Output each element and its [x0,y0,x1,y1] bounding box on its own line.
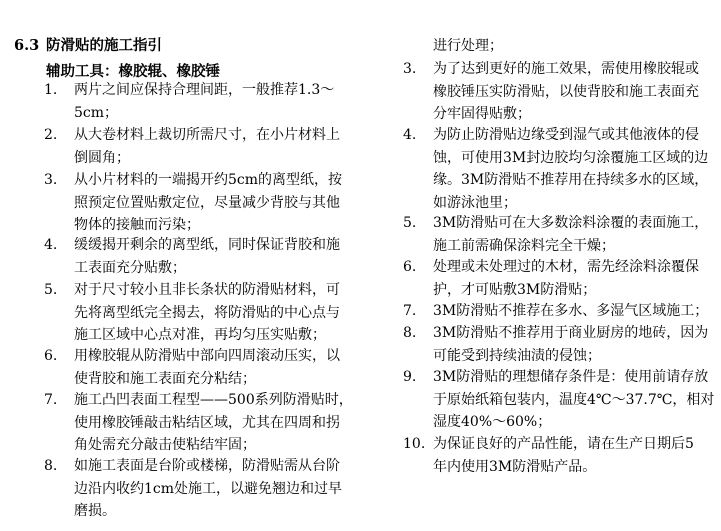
item-number: 1. [44,82,58,98]
item-number: 3. [44,172,58,188]
item-number: 8. [403,325,417,341]
item-number: 10. [403,436,426,452]
item-text: 从大卷材料上裁切所需尺寸，在小片材料上 倒圆角； [74,127,340,166]
section-heading [14,36,162,56]
item-text: 施工凸凹表面工程型——500系列防滑贴时， 使用橡胶锤敲击粘结区域，尤其在四周和拐 角处需充分敲击使粘结牢固； [74,392,353,453]
continued-text: 进行处理； [433,38,503,54]
item-text: 3M防滑贴不推荐用于商业厨房的地砖，因为 可能受到持续油渍的侵蚀； [433,325,709,364]
item-text: 对于尺寸较小且非长条状的防滑贴材料，可 先将离型纸完全揭去，将防滑贴的中心点与 施工区域中心点对准，再均匀压实贴敷； [74,282,340,343]
item-number: 3. [403,61,417,77]
item-number: 7. [44,392,58,408]
item-number: 7. [403,303,417,319]
section-number: 6.3 [14,37,40,54]
item-number: 9. [403,369,417,385]
section-title: 防滑贴的施工指引 [46,37,162,54]
item-number: 4. [44,237,58,253]
item-text: 3M防滑贴的理想储存条件是：使用前请存放 于原始纸箱包装内，温度4℃～37.7℃，相对 湿度40%～60%； [433,369,715,430]
item-text: 如施工表面是台阶或楼梯，防滑贴需从台阶 边沿内收约1cm处施工，以避免翘边和过早 磨损。 [74,458,343,519]
item-number: 2. [44,127,58,143]
item-text: 3M防滑贴不推荐在多水、多湿气区域施工； [433,303,709,319]
auxiliary-tools-line: 辅助工具：橡胶辊、橡胶锤 [46,63,220,80]
item-text: 3M防滑贴可在大多数涂料涂覆的表面施工， 施工前需确保涂料完全干燥； [433,215,709,254]
item-number: 5. [44,282,58,298]
item-number: 5. [403,215,417,231]
item-number: 4. [403,127,417,143]
item-text: 为了达到更好的施工效果，需使用橡胶辊或 橡胶锤压实防滑贴，以使背胶和施工表面充 分牢固得贴敷； [433,61,699,122]
item-text: 为防止防滑贴边缘受到湿气或其他液体的侵 蚀，可使用3M封边胶均匀涂覆施工区域的边 缘。3M防滑贴不推荐用在持续多水的区域， 如游泳池里； [433,127,709,211]
item-text: 两片之间应保持合理间距，一般推荐1.3～ 5cm； [74,82,335,121]
item-number: 8. [44,458,58,474]
item-text: 缓缓揭开剩余的离型纸，同时保证背胶和施 工表面充分贴敷； [74,237,340,276]
item-number: 6. [403,259,417,275]
item-text: 用橡胶辊从防滑贴中部向四周滚动压实，以 使背胶和施工表面充分粘结； [74,348,340,387]
item-text: 处理或未处理过的木材，需先经涂料涂覆保 护，才可贴敷3M防滑贴； [433,259,699,298]
item-number: 6. [44,348,58,364]
item-text: 从小片材料的一端揭开约5cm的离型纸，按 照预定位置贴敷定位，尽量减少背胶与其他 物体的接触而污染； [74,172,343,233]
item-text: 为保证良好的产品性能，请在生产日期后5 年内使用3M防滑贴产品。 [433,436,694,475]
